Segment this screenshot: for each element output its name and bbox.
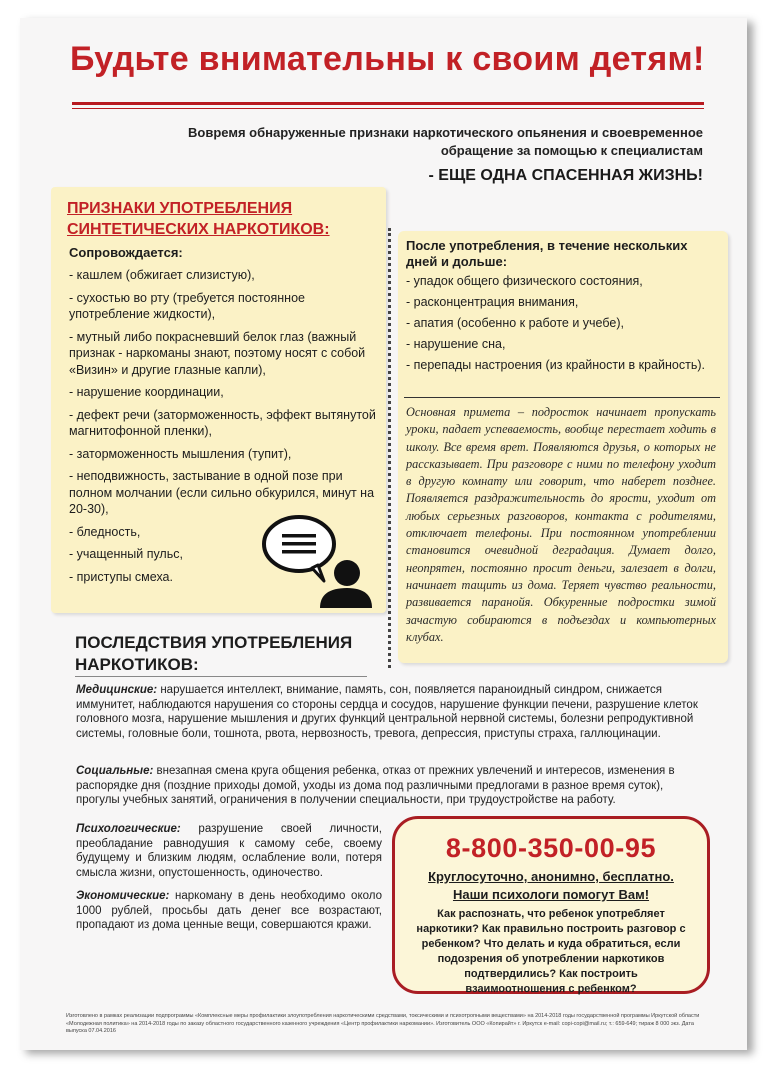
after-use-list	[406, 273, 718, 378]
econ-label: Экономические:	[76, 890, 170, 902]
signs-list-item: - кашлем (обжигает слизистую),	[69, 268, 255, 282]
consequences-heading-line-2: НАРКОТИКОВ:	[75, 655, 199, 674]
signs-list-item: - учащенный пульс,	[69, 547, 183, 561]
consequences-heading-line-1: ПОСЛЕДСТВИЯ УПОТРЕБЛЕНИЯ	[75, 633, 353, 652]
signs-list-item: - мутный либо покрасневший белок глаз (важный признак - наркоманы знают, поэтому носят с собой «Визин» и другие глазные капли),	[69, 329, 366, 377]
social-text: внезапная смена круга общения ребенка, отказ от прежних увлечений и интересов, изменения в распорядке дня (поздние приходы домой, уходы из дома под различными предлогами в разное время суток), прогулы учебных занятий, ограничения в получении специальности, при трудоустройстве на работу.	[76, 765, 675, 806]
slogan: - ЕЩЕ ОДНА СПАСЕННАЯ ЖИЗНЬ!	[428, 167, 703, 184]
footer-imprint: Изготовлено в рамках реализации подпрограммы «Комплексные меры профилактики злоупотребления наркотическими средствами, токсическими и психотропными веществами» на 2014-2018 годы государственной программы Иркутской области «Молодежная политика» на 2014-2018 годы по заказу областного государственного казенного учреждения «Центр профилактики наркомании». Изготовитель ООО «Копирайт» г. Иркутск e-mail: copi-copi@mail.ru; т.: 659-649; тираж 8 000 экз. Дата выпуска 07.04.2016	[66, 1013, 700, 1034]
after-use-list-item: - расконцентрация внимания,	[406, 295, 579, 309]
consequences-heading-underline	[75, 676, 367, 677]
hotline-line-2: Наши психологи помогут Вам!	[452, 887, 650, 902]
social-consequences	[76, 764, 704, 808]
econ-text: наркоману в день необходимо около 1000 рублей, просьбы дать денег все возрастают, пропадают из дома ценные вещи, совершаются кражи.	[76, 890, 382, 931]
signs-list-item: - приступы смеха.	[69, 569, 173, 584]
after-use-list-item: - упадок общего физического состояния,	[406, 274, 643, 288]
after-use-divider	[404, 397, 720, 398]
psychological-consequences	[76, 822, 382, 880]
signs-list-item: - сухостью во рту (требуется постоянное употребление жидкости),	[69, 290, 305, 321]
chat-bubble-person-icon	[262, 515, 374, 611]
signs-subheading: Сопровождается:	[69, 245, 183, 260]
hotline-line-1: Круглосуточно, анонимно, бесплатно.	[428, 869, 674, 884]
intro-line-1: Вовремя обнаруженные признаки наркотического опьянения и своевременное	[188, 125, 703, 140]
consequences-heading	[75, 632, 375, 676]
signs-list-item: - неподвижность, застывание в одной позе при полном молчании (если сильно обкурился, минут на 20-30),	[69, 469, 375, 516]
column-divider	[388, 228, 391, 668]
medical-consequences	[76, 683, 704, 741]
medical-label: Медицинские:	[76, 684, 158, 696]
medical-text: нарушается интеллект, внимание, память, сон, появляется параноидный синдром, снижается иммунитет, наблюдаются нарушения со стороны сердца и сосудов, нарушение функции печени, разрушение клеток головного мозга, нарушение мышления и других функций центральной нервной системы, болезни репродуктивной системы, головные боли, тошнота, рвота, нервозность, тревога, депрессия, приступы страха, галлюцинации.	[76, 684, 698, 740]
after-use-list-item: - апатия (особенно к работе и учебе),	[406, 316, 624, 330]
economic-consequences	[76, 889, 382, 933]
signs-list-item: - бледность,	[69, 524, 141, 539]
signs-list-item: - заторможенность мышления (тупит),	[69, 446, 292, 461]
title-underline-thin	[72, 108, 704, 109]
hotline-questions: Как распознать, что ребенок употребляет наркотики? Как правильно построить разговор с ребенком? Что делать и куда обратиться, если подозрения об употреблении наркотиков подтвердились? Как построить взаимоотношения с ребенком?	[416, 908, 686, 995]
title-underline-thick	[72, 102, 704, 105]
poster-title: Будьте внимательны к своим детям!	[70, 40, 705, 78]
hotline-phone[interactable]: 8-800-350-00-95	[445, 833, 657, 863]
psych-text: разрушение своей личности, преобладание равнодушия к самому себе, своему будущему и близким людям, ослабление воли, потеря смысла жизни, опустошенность, одиночество.	[76, 823, 382, 879]
signs-heading	[67, 198, 330, 240]
after-use-list-item: - нарушение сна,	[406, 337, 506, 351]
social-label: Социальные:	[76, 765, 154, 777]
signs-list-item: - дефект речи (заторможенность, эффект вытянутой магнитофонной пленки),	[69, 407, 376, 438]
signs-heading-line-2: СИНТЕТИЧЕСКИХ НАРКОТИКОВ:	[67, 221, 330, 238]
after-use-list-item: - перепады настроения (из крайности в крайность).	[406, 358, 705, 372]
signs-heading-line-1: ПРИЗНАКИ УПОТРЕБЛЕНИЯ	[67, 200, 293, 217]
hotline-box	[392, 816, 710, 994]
signs-list-item: - нарушение координации,	[69, 385, 224, 399]
intro-text	[103, 124, 703, 160]
intro-line-2: обращение за помощью к специалистам	[440, 143, 703, 158]
main-sign-note: Основная примета – подросток начинает пропускать уроки, падает успеваемость, вообще перестает ходить в школу. Все время врет. Появляются друзья, о которых не рассказывает. При разговоре с ними по телефону уходит в другую комнату или говорит, что наберет позднее. Появляется раздражительность до ярости, уходит от любых серьезных разговоров, контакта с родителями, отключает телефоны. При постоянном употреблении становится очевидной деградация. Думает долго, неопрятен, постоянно просит деньги, залезает в долги, начинает тащить из дома. Теряет чувство реальности, развивается паранойя. Обкуренные подростки зимой зачастую собираются в подъездах и компьютерных клубах.	[406, 405, 716, 644]
after-use-panel	[398, 231, 728, 663]
psych-label: Психологические:	[76, 823, 181, 835]
after-use-heading: После употребления, в течение нескольких дней и дольше:	[406, 238, 688, 269]
